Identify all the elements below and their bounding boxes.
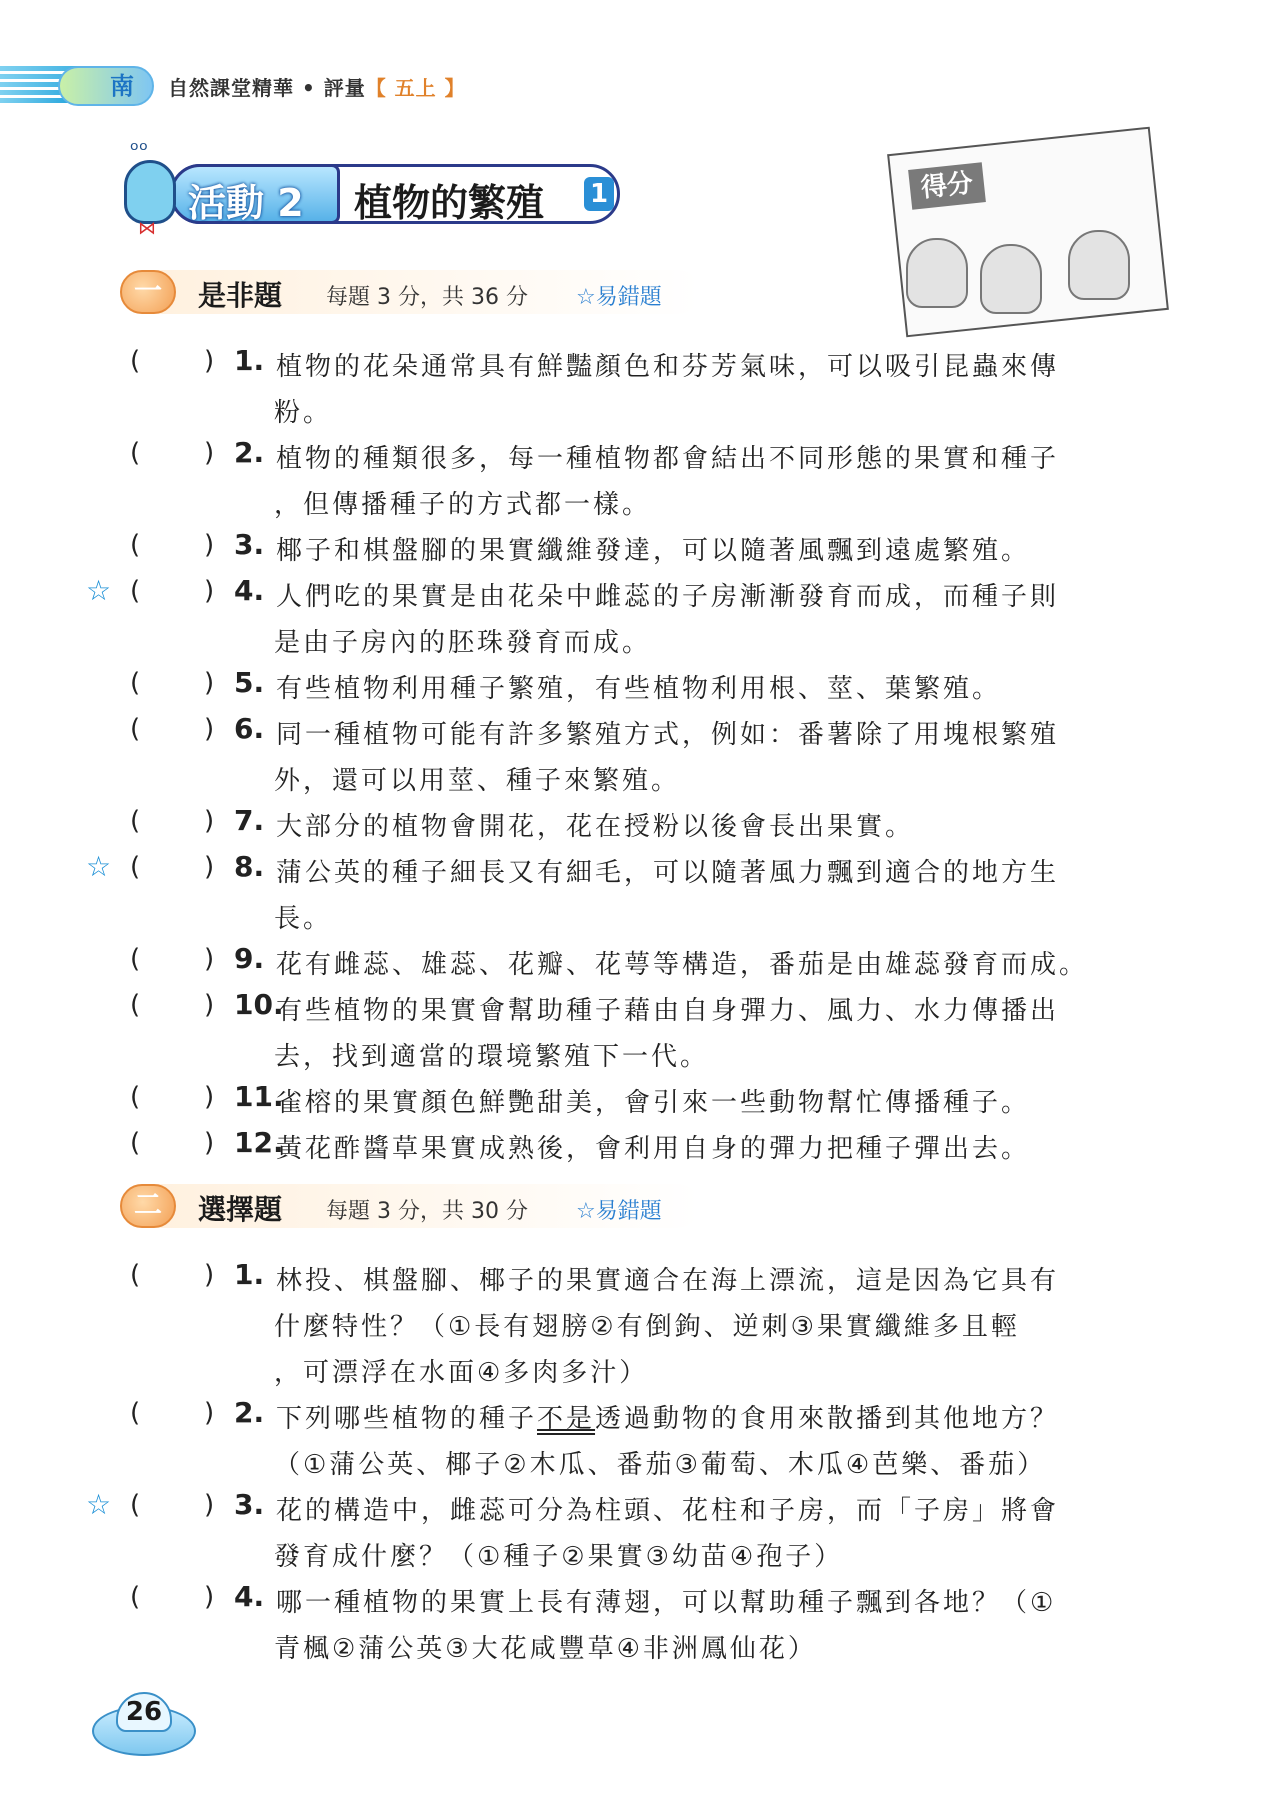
answer-paren-close: ) (204, 714, 215, 744)
activity-label: 活動 2 (188, 181, 304, 225)
question-number: 4. (234, 574, 265, 607)
question-text-line: 同一種植物可能有許多繁殖方式，例如：番薯除了用塊根繁殖 (276, 720, 1060, 750)
question-number: 4. (234, 1580, 265, 1613)
answer-paren-close: ) (204, 1398, 215, 1428)
score-label: 得分 (908, 162, 986, 210)
question-text-line: 是由子房內的胚珠發育而成。 (274, 628, 652, 658)
question-text-line: 花有雌蕊、雄蕊、花瓣、花萼等構造，番茄是由雄蕊發育而成。 (276, 950, 1089, 980)
mascot-icon (124, 160, 176, 224)
section1-hint: ☆易錯題 (576, 285, 662, 310)
question-number: 1. (234, 1258, 265, 1291)
question-number: 6. (234, 712, 265, 745)
question-text-line: ，可漂浮在水面④多肉多汁） (274, 1358, 649, 1388)
question-text-line: （①蒲公英、椰子②木瓜、番茄③葡萄、木瓜④芭樂、番茄） (274, 1450, 1047, 1480)
activity-title: 植物的繁殖 (354, 181, 545, 225)
answer-paren-open[interactable]: ( (130, 1398, 141, 1428)
section2-score: 每題 3 分，共 30 分 (326, 1199, 528, 1224)
question-number: 5. (234, 666, 265, 699)
activity-part-badge: 1 (584, 177, 614, 211)
answer-paren-close: ) (204, 346, 215, 376)
answer-paren-close: ) (204, 668, 215, 698)
monster-icon (980, 244, 1042, 314)
question-text-line: 粉。 (274, 398, 333, 428)
answer-paren-close: ) (204, 852, 215, 882)
monster-icon (906, 238, 968, 308)
answer-paren-close: ) (204, 990, 215, 1020)
answer-paren-open[interactable]: ( (130, 714, 141, 744)
question-text-line: 植物的花朵通常具有鮮豔顏色和芬芳氣味，可以吸引昆蟲來傳 (276, 352, 1060, 382)
section1-badge: 一 (120, 270, 176, 314)
answer-paren-open[interactable]: ( (130, 852, 141, 882)
answer-paren-close: ) (204, 944, 215, 974)
question-text-line: 發育成什麼？（①種子②果實③幼苗④孢子） (274, 1542, 844, 1572)
difficult-star-icon: ☆ (86, 850, 112, 883)
question-number: 3. (234, 528, 265, 561)
answer-paren-close: ) (204, 1582, 215, 1612)
question-number: 2. (234, 436, 265, 469)
question-number: 9. (234, 942, 265, 975)
question-number: 11. (234, 1080, 284, 1113)
question-text-line: 有些植物的果實會幫助種子藉由自身彈力、風力、水力傳播出 (276, 996, 1060, 1026)
question-number: 3. (234, 1488, 265, 1521)
question-text-line: 黃花酢醬草果實成熟後，會利用自身的彈力把種子彈出去。 (276, 1134, 1031, 1164)
question-number: 10. (234, 988, 284, 1021)
question-text-line: 椰子和棋盤腳的果實纖維發達，可以隨著風飄到遠處繁殖。 (276, 536, 1031, 566)
answer-paren-open[interactable]: ( (130, 990, 141, 1020)
section2-title: 選擇題 (198, 1193, 283, 1226)
question-text-line: 雀榕的果實顏色鮮艷甜美，會引來一些動物幫忙傳播種子。 (276, 1088, 1031, 1118)
answer-paren-open[interactable]: ( (130, 1082, 141, 1112)
answer-paren-close: ) (204, 1128, 215, 1158)
answer-paren-open[interactable]: ( (130, 576, 141, 606)
question-text-line: 蒲公英的種子細長又有細毛，可以隨著風力飄到適合的地方生 (276, 858, 1060, 888)
question-text-line: 人們吃的果實是由花朵中雌蕊的子房漸漸發育而成，而種子則 (276, 582, 1060, 612)
question-text-line: 去，找到適當的環境繁殖下一代。 (274, 1042, 710, 1072)
question-number: 12. (234, 1126, 284, 1159)
question-text-line: 青楓②蒲公英③大花咸豐草④非洲鳳仙花） (274, 1634, 817, 1664)
question-number: 8. (234, 850, 265, 883)
section2-hint: ☆易錯題 (576, 1199, 662, 1224)
section1-score: 每題 3 分，共 36 分 (326, 285, 528, 310)
answer-paren-open[interactable]: ( (130, 530, 141, 560)
answer-paren-close: ) (204, 438, 215, 468)
question-number: 2. (234, 1396, 265, 1429)
question-text-line: 下列哪些植物的種子不是透過動物的食用來散播到其他地方？ (276, 1404, 1060, 1434)
answer-paren-close: ) (204, 1082, 215, 1112)
question-text-line: 有些植物利用種子繁殖，有些植物利用根、莖、葉繁殖。 (276, 674, 1002, 704)
answer-paren-close: ) (204, 1260, 215, 1290)
difficult-star-icon: ☆ (86, 574, 112, 607)
section1-title: 是非題 (198, 279, 283, 312)
answer-paren-open[interactable]: ( (130, 1582, 141, 1612)
question-text-line: 什麼特性？（①長有翅膀②有倒鉤、逆刺③果實纖維多且輕 (274, 1312, 1020, 1342)
section2-badge: 二 (120, 1184, 176, 1228)
question-text-line: 外，還可以用莖、種子來繁殖。 (274, 766, 681, 796)
question-number: 1. (234, 344, 265, 377)
page-number: 26 (125, 1697, 163, 1727)
question-number: 7. (234, 804, 265, 837)
question-text-line: 植物的種類很多，每一種植物都會結出不同形態的果實和種子 (276, 444, 1060, 474)
brand-char: 南 (110, 72, 134, 100)
question-text-line: ，但傳播種子的方式都一樣。 (274, 490, 652, 520)
answer-paren-open[interactable]: ( (130, 806, 141, 836)
answer-paren-open[interactable]: ( (130, 438, 141, 468)
question-text-line: 長。 (274, 904, 333, 934)
question-text-line: 哪一種植物的果實上長有薄翅，可以幫助種子飄到各地？（① (276, 1588, 1057, 1618)
monster-icon (1068, 230, 1130, 300)
header-title (168, 72, 466, 101)
header-book-title: 自然課堂精華 • 評量 (168, 76, 366, 100)
question-text-line: 林投、棋盤腳、椰子的果實適合在海上漂流，這是因為它具有 (276, 1266, 1060, 1296)
header-grade: 【 五上 】 (365, 76, 466, 100)
question-text-line: 大部分的植物會開花，花在授粉以後會長出果實。 (276, 812, 915, 842)
answer-paren-close: ) (204, 806, 215, 836)
mascot-eyes-icon: ᵒᵒ (130, 138, 149, 163)
question-text-line: 花的構造中，雌蕊可分為柱頭、花柱和子房，而「子房」將會 (276, 1496, 1060, 1526)
emphasis-not: 不是 (537, 1404, 596, 1434)
mascot-bow-icon: ⋈ (138, 218, 156, 239)
answer-paren-open[interactable]: ( (130, 1490, 141, 1520)
difficult-star-icon: ☆ (86, 1488, 112, 1521)
answer-paren-open[interactable]: ( (130, 346, 141, 376)
answer-paren-open[interactable]: ( (130, 1260, 141, 1290)
answer-paren-open[interactable]: ( (130, 1128, 141, 1158)
answer-paren-open[interactable]: ( (130, 944, 141, 974)
answer-paren-open[interactable]: ( (130, 668, 141, 698)
answer-paren-close: ) (204, 530, 215, 560)
answer-paren-close: ) (204, 1490, 215, 1520)
answer-paren-close: ) (204, 576, 215, 606)
